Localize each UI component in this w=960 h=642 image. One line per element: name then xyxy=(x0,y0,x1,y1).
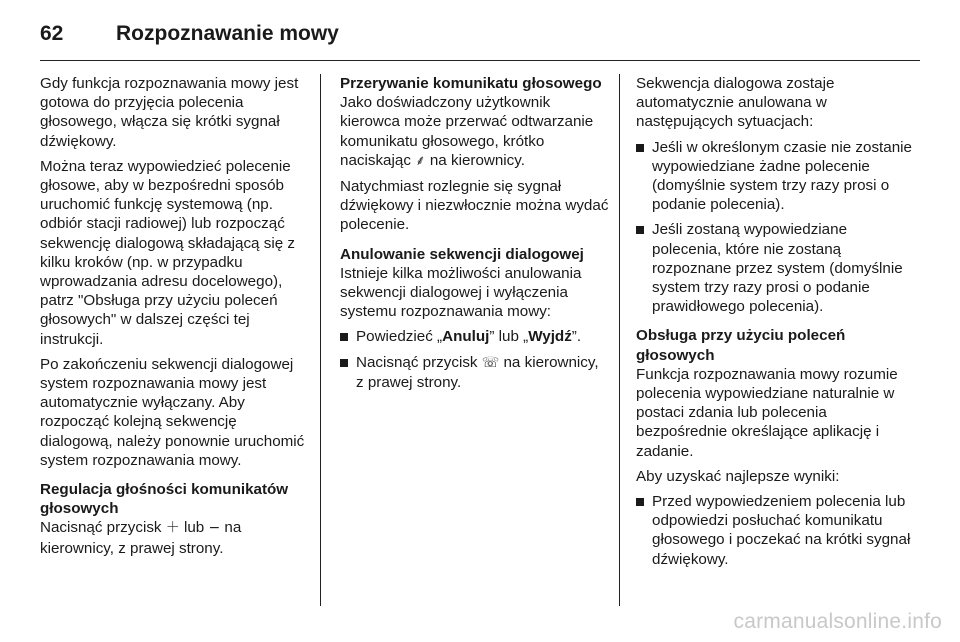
page-header xyxy=(40,14,339,54)
column-divider xyxy=(619,74,620,606)
text-fragment: na kierownicy. xyxy=(425,151,525,169)
header-rule xyxy=(40,60,920,61)
text-fragment: Nacisnąć przycisk xyxy=(356,353,482,371)
paragraph: Sekwencja dialogowa zostaje automatycznie anulowana w następujących sytuacjach: xyxy=(636,75,835,131)
text-fragment: Jako doświadczony użytkownik kierowca może przerwać odtwarzanie komunikatu głosowego, krótko naciskając xyxy=(340,94,594,169)
column-right xyxy=(636,74,920,575)
page-title: Rozpoznawanie mowy xyxy=(116,22,339,45)
list-item-text: Przed wypowiedzeniem polecenia lub odpowiedzi posłuchać komunikatu głosowego i poczekać na krótki sygnał dźwiękowy. xyxy=(652,493,911,568)
list-item-text: Jeśli zostaną wypowiedziane polecenia, które nie zostaną rozpoznane przez system (domyślnie system trzy razy prosi o podanie prawidłowego polecenia). xyxy=(652,221,903,316)
section-heading: Anulowanie sekwencji dialogowej xyxy=(340,245,584,263)
section-heading: Obsługa przy użyciu poleceń głosowych xyxy=(636,327,846,364)
paragraph xyxy=(340,93,610,171)
plus-icon: ＋ xyxy=(165,520,180,537)
minus-icon: − xyxy=(208,520,221,537)
page-number: 62 xyxy=(40,22,64,45)
column-divider xyxy=(320,74,321,606)
bullet-square-icon xyxy=(636,144,644,152)
list-item xyxy=(340,327,610,346)
text-fragment: na kierownicy, z prawej strony. xyxy=(356,353,599,391)
list-item-text: Jeśli w określonym czasie nie zostanie wypowiedziane żadne polecenie (domyślnie system trzy razy prosi o podanie polecenia). xyxy=(652,138,912,214)
bullet-square-icon xyxy=(340,333,348,341)
section-heading: Regulacja głośności komunikatów głosowych xyxy=(40,481,289,518)
paragraph: Po zakończeniu sekwencji dialogowej system rozpoznawania mowy jest automatycznie wyłączany. Aby rozpocząć kolejną sekwencję dialogową, należy ponownie uruchomić system rozpoznawania mowy. xyxy=(40,355,305,469)
column-middle xyxy=(340,74,610,398)
paragraph: Gdy funkcja rozpoznawania mowy jest gotowa do przyjęcia polecenia głosowego, włącza się krótki sygnał dźwiękowy. xyxy=(40,75,299,150)
bullet-list xyxy=(636,492,920,569)
bullet-list xyxy=(636,138,920,317)
list-item xyxy=(636,138,920,215)
paragraph: Aby uzyskać najlepsze wyniki: xyxy=(636,467,840,485)
text-fragment: ” lub „ xyxy=(489,328,529,346)
bullet-square-icon xyxy=(636,498,644,506)
text-fragment: Nacisnąć przycisk xyxy=(40,519,166,537)
paragraph: Istnieje kilka możliwości anulowania sekwencji dialogowej i wyłączenia systemu rozpoznawania mowy: xyxy=(340,264,582,321)
section-heading: Przerywanie komunikatu głosowego xyxy=(340,75,602,92)
text-fragment: Powiedzieć „ xyxy=(356,328,443,346)
list-item xyxy=(636,220,920,316)
bullet-square-icon xyxy=(636,226,644,234)
voice-command-icon: ⸙ xyxy=(415,152,426,169)
paragraph: Natychmiast rozlegnie się sygnał dźwiękowy i niezwłocznie można wydać polecenie. xyxy=(340,178,609,234)
text-fragment: na kierownicy, z prawej strony. xyxy=(40,519,242,557)
bullet-list xyxy=(340,327,610,392)
keyword: Wyjdź xyxy=(528,328,572,346)
bullet-square-icon xyxy=(340,359,348,367)
hang-up-icon: ☏ xyxy=(481,354,500,371)
paragraph: Można teraz wypowiedzieć polecenie głosowe, aby w bezpośredni sposób uruchomić funkcję systemową (np. odbiór stacji radiowej) lub rozpocząć sekwencję dialogową składającą się z kilku kroków (np. w przypadku wprowadzania adresu docelowego), patrz "Obsługa przy użyciu poleceń głosowych" w dalszej części tej instrukcji. xyxy=(40,157,295,348)
list-item xyxy=(636,492,920,569)
list-item xyxy=(340,353,610,392)
column-left xyxy=(40,74,310,564)
paragraph: Funkcja rozpoznawania mowy rozumie polecenia wypowiedziane naturalnie w postaci zdania lub polecenia bezpośrednie określające aplikację i zadanie. xyxy=(636,365,898,460)
text-fragment: lub xyxy=(179,519,209,537)
text-fragment: ”. xyxy=(571,328,582,346)
watermark: carmanualsonline.info xyxy=(733,610,942,633)
paragraph xyxy=(40,518,310,557)
keyword: Anuluj xyxy=(442,328,490,346)
